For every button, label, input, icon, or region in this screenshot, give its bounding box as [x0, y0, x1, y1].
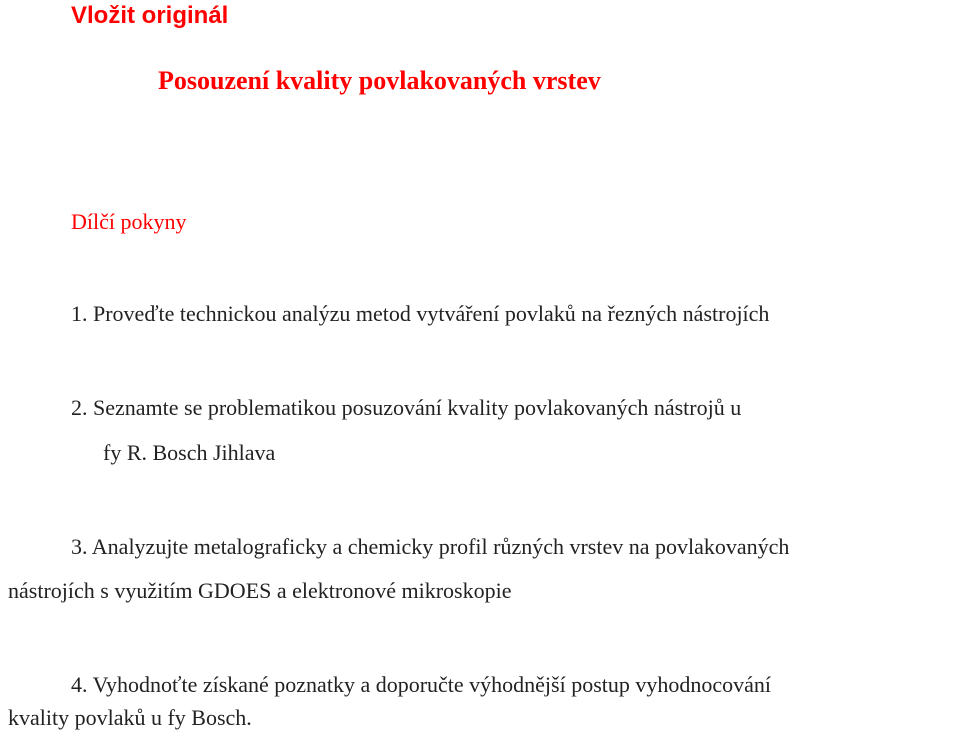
- instruction-4-line-1: 4. Vyhodnoťte získané poznatky a doporučte výhodnější postup vyhodnocování: [71, 672, 772, 697]
- document-heading: Vložit originál: [71, 2, 229, 29]
- document-title: Posouzení kvality povlakovaných vrstev: [158, 66, 601, 95]
- instruction-3-line-1: 3. Analyzujte metalograficky a chemicky profil různých vrstev na povlakovaných: [71, 534, 790, 559]
- instruction-3-line-2: nástrojích s využitím GDOES a elektronové mikroskopie: [8, 578, 512, 603]
- instruction-2-line-2: fy R. Bosch Jihlava: [103, 440, 276, 465]
- instruction-2-line-1: 2. Seznamte se problematikou posuzování kvality povlakovaných nástrojů u: [71, 395, 742, 420]
- document-subtitle: Dílčí pokyny: [71, 209, 187, 234]
- instruction-4-line-2: kvality povlaků u fy Bosch.: [8, 705, 252, 730]
- instruction-1: 1. Proveďte technickou analýzu metod vytváření povlaků na řezných nástrojích: [71, 301, 770, 326]
